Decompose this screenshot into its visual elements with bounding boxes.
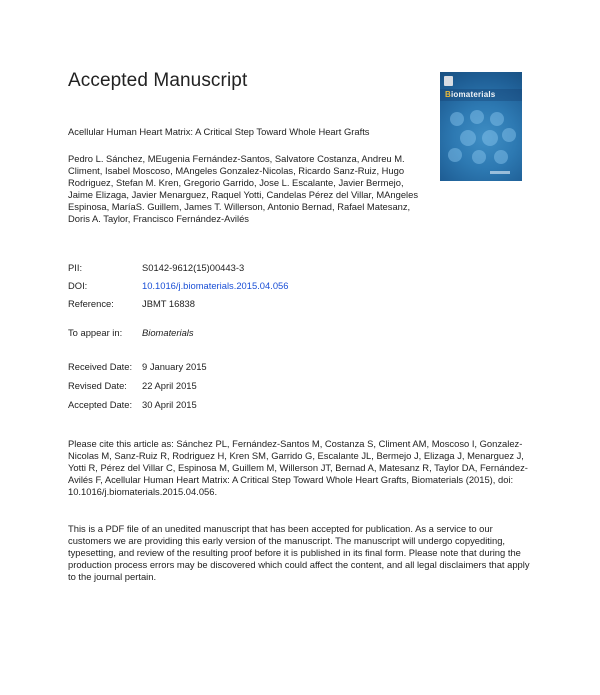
appear-label: To appear in: <box>68 327 123 338</box>
article-title: Acellular Human Heart Matrix: A Critical Step Toward Whole Heart Grafts <box>68 126 370 137</box>
cover-brand-rest: iomaterials <box>450 90 496 99</box>
doi-link[interactable]: 10.1016/j.biomaterials.2015.04.056 <box>142 280 289 291</box>
doi-label: DOI: <box>68 280 88 291</box>
accepted-date-value: 30 April 2015 <box>142 399 197 410</box>
citation-paragraph: Please cite this article as: Sánchez PL, Fernández-Santos M, Costanza S, Climent AM, Moscoso I, Gonzalez-Nicolas M, Sanz-Ruiz R, Rodriguez H, Kren SM, Garrido G, Escalante JL, Bermejo J, Elizaga J, Menarguez J, Yotti R, Pérez del Villar C, Espinosa M, Guillem M, Willerson JT, Bernad A, Matesanz R, Taylor DA, Fernández-Avilés F, Acellular Human Heart Matrix: A Critical Step Toward Whole Heart Grafts, Biomaterials (2015), doi: 10.1016/j.biomaterials.2015.04.056. <box>68 438 528 498</box>
received-date-label: Received Date: <box>68 361 133 372</box>
cover-pattern-dot <box>494 150 508 164</box>
revised-date-value: 22 April 2015 <box>142 380 197 391</box>
accepted-date-label: Accepted Date: <box>68 399 133 410</box>
cover-pattern-dot <box>448 148 462 162</box>
cover-pattern-dot <box>470 110 484 124</box>
reference-value: JBMT 16838 <box>142 298 195 309</box>
journal-name: Biomaterials <box>142 327 194 338</box>
reference-label: Reference: <box>68 298 114 309</box>
publisher-logo-icon <box>444 76 453 86</box>
cover-pattern-dot <box>460 130 476 146</box>
cover-pattern-dot <box>450 112 464 126</box>
cover-pattern-dot <box>502 128 516 142</box>
page-heading: Accepted Manuscript <box>68 70 248 91</box>
pii-label: PII: <box>68 262 83 273</box>
author-list: Pedro L. Sánchez, MEugenia Fernández-Santos, Salvatore Costanza, Andreu M. Climent, Isabel Moscoso, MAngeles Gonzalez-Nicolas, Ricardo Sanz-Ruiz, Hugo Rodriguez, Stefan M. Kren, Gregorio Garrido, Jose L. Escalante, Javier Bermejo, Jaime Elizaga, Javier Menarguez, Raquel Yotti, Candelas Pérez del Villar, MAngeles Espinosa, MaríaS. Guillem, James T. Willerson, Antonio Bernad, Rafael Matesanz, Doris A. Taylor, Francisco Fernández-Avilés <box>68 153 419 225</box>
cover-pattern-dot <box>482 130 498 146</box>
revised-date-label: Revised Date: <box>68 380 127 391</box>
cover-pattern-dot <box>472 150 486 164</box>
cover-footer-mark <box>490 171 510 174</box>
disclaimer-paragraph: This is a PDF file of an unedited manuscript that has been accepted for publication. As a service to our customers we are providing this early version of the manuscript. The manuscript will undergo copyediting, typesetting, and review of the resulting proof before it is published in its final form. Please note that during the production process errors may be discovered which could affect the content, and all legal disclaimers that apply to the journal pertain. <box>68 523 530 583</box>
received-date-value: 9 January 2015 <box>142 361 207 372</box>
cover-brand-initial: B <box>445 90 451 99</box>
cover-pattern-dot <box>490 112 504 126</box>
pii-value: S0142-9612(15)00443-3 <box>142 262 245 273</box>
journal-cover-image <box>440 72 522 181</box>
cover-brand <box>445 90 495 99</box>
